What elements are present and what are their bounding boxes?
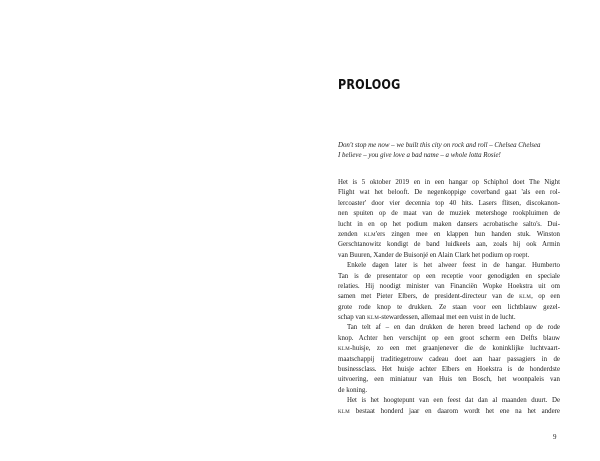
body-text — [338, 178, 560, 417]
epigraph-line: Don't stop me now – we built this city on rock and roll – Chelsea Chelsea — [338, 142, 541, 149]
epigraph — [338, 141, 560, 162]
text-line: zenden klm'ers zingen mee en klappen hun handen stuk. Winston — [338, 230, 560, 238]
klm-smallcaps: klm — [363, 230, 376, 238]
text-line: nen spuiten op de maat van de muziek metershoge rookpluimen de — [338, 210, 560, 218]
text-line: lercoaster' door vier decennia top 40 hits. Lasers flitsen, discokanon- — [338, 199, 560, 207]
klm-smallcaps: klm — [367, 314, 380, 322]
text-line: schap van klm-stewardessen, allemaal met een vuist in de lucht. — [338, 314, 516, 322]
text-line: knop. Achter hen verschijnt op een groot scherm een Delfts blauw — [338, 334, 560, 342]
text-line: Enkele dagen later is het alweer feest in de hangar. Humberto — [347, 262, 560, 270]
text-line: Het is het hoogtepunt van een feest dat dan al maanden duurt. De — [347, 397, 560, 405]
page-number: 9 — [553, 433, 557, 441]
text-line: Het is 5 oktober 2019 en in een hangar op Schiphol doet The Night — [338, 179, 560, 186]
text-line: klm bestaat honderd jaar en daarom wordt het ene na het andere — [338, 407, 560, 415]
text-line: Gerschtanowitz kondigt de band luidkeels aan, zoals hij ook Armin — [338, 241, 560, 249]
chapter-heading: PROLOOG — [338, 78, 401, 93]
klm-smallcaps: klm — [519, 293, 532, 301]
text-line: uitvoering, een miniatuur van Huis ten Bosch, het woonpaleis van — [338, 376, 560, 384]
text-line: van Buuren, Xander de Buisonjé en Alain Clark het podium op roept. — [338, 251, 530, 259]
klm-smallcaps: klm — [338, 407, 351, 415]
text-line: lucht in en op het podium maken dansers acrobatische salto's. Dui- — [338, 220, 560, 228]
text-line: grote rode knop te drukken. Ze staan voor een lichtblauw gezel- — [338, 303, 560, 311]
klm-smallcaps: klm — [338, 345, 351, 353]
text-line: Tan telt af – en dan drukken de heren breed lachend op de rode — [347, 324, 560, 332]
text-line: businessclass. Het huisje achter Elbers en Hoekstra is de honderdste — [338, 366, 560, 374]
text-line: Tan is de presentator op een receptie voor genodigden en speciale — [338, 272, 560, 280]
text-line: klm-huisje, zo een met graanjenever die de koninklijke luchtvaart- — [338, 345, 560, 353]
text-line: relaties. Hij noodigt minister van Financiën Wopke Hoekstra uit om — [338, 282, 560, 290]
text-line: Flight wat het belooft. De negenkoppige coverband gaat 'als een rol- — [338, 189, 560, 197]
text-line: samen met Pieter Elbers, de president-directeur van de klm, op een — [338, 293, 560, 301]
text-line: maatschappij traditiegetrouw cadeau doet aan haar passagiers in de — [338, 355, 560, 363]
text-line: de koning. — [338, 386, 368, 394]
epigraph-line: I believe – you give love a bad name – a whole lotta Rosie! — [338, 152, 501, 160]
